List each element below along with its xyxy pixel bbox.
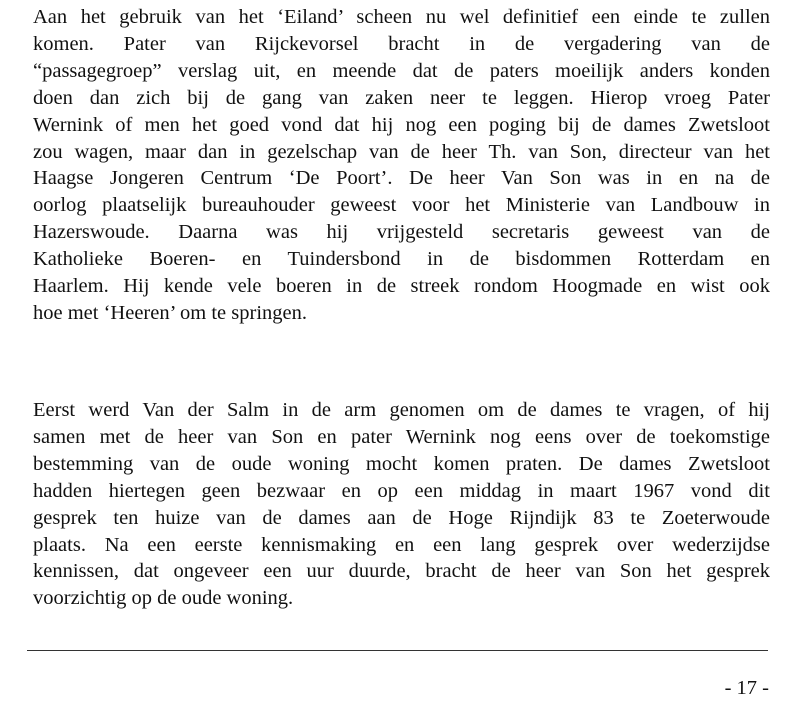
text-line: Katholieke Boeren- en Tuindersbond in de bisdommen Rotterdam en	[33, 248, 770, 271]
footer-divider	[27, 650, 768, 651]
text-line: oorlog plaatselijk bureauhouder geweest voor het Ministerie van Landbouw in	[33, 194, 770, 217]
text-line: kennissen, dat ongeveer een uur duurde, bracht de heer van Son het gesprek	[33, 560, 770, 583]
text-line: bestemming van de oude woning mocht komen praten. De dames Zwetsloot	[33, 452, 770, 475]
paragraph-1	[33, 4, 770, 327]
text-line: “passagegroep” verslag uit, en meende dat de paters moeilijk anders konden	[33, 59, 770, 82]
text-line: Aan het gebruik van het ‘Eiland’ scheen nu wel definitief een einde te zullen	[33, 6, 770, 28]
text-line: Haagse Jongeren Centrum ‘De Poort’. De heer Van Son was in en na de	[33, 167, 770, 190]
text-line: doen dan zich bij de gang van zaken neer te leggen. Hierop vroeg Pater	[33, 86, 770, 109]
text-line: Eerst werd Van der Salm in de arm genomen om de dames te vragen, of hij	[33, 399, 770, 421]
paragraph-2	[33, 397, 770, 612]
text-line: komen. Pater van Rijckevorsel bracht in de vergadering van de	[33, 32, 770, 55]
text-line: hoe met ‘Heeren’ om te springen.	[33, 301, 307, 324]
text-line: gesprek ten huize van de dames aan de Hoge Rijndijk 83 te Zoeterwoude	[33, 506, 770, 529]
text-line: samen met de heer van Son en pater Wernink nog eens over de toekomstige	[33, 425, 770, 448]
text-line: zou wagen, maar dan in gezelschap van de heer Th. van Son, directeur van het	[33, 140, 770, 163]
page-number: - 17 -	[724, 677, 769, 699]
text-line: plaats. Na een eerste kennismaking en een lang gesprek over wederzijdse	[33, 533, 770, 556]
text-line: hadden hiertegen geen bezwaar en op een middag in maart 1967 vond dit	[33, 479, 770, 502]
text-line: Wernink of men het goed vond dat hij nog een poging bij de dames Zwetsloot	[33, 113, 770, 136]
text-line: Haarlem. Hij kende vele boeren in de streek rondom Hoogmade en wist ook	[33, 275, 770, 298]
text-line: voorzichtig op de oude woning.	[33, 587, 294, 610]
text-line: Hazerswoude. Daarna was hij vrijgesteld secretaris geweest van de	[33, 221, 770, 244]
